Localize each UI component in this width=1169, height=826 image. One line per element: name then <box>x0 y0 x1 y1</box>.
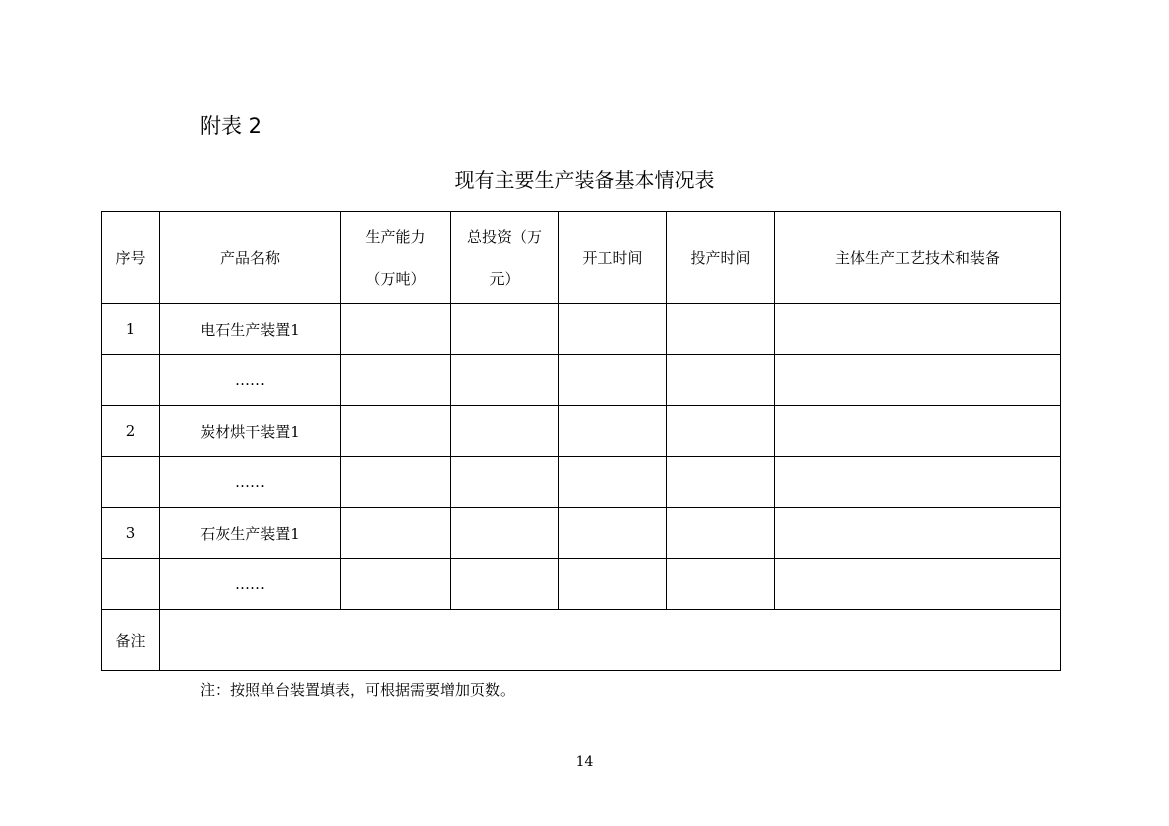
row-serial: 3 <box>102 508 160 559</box>
cell-capacity <box>341 406 451 457</box>
appendix-label: 附表 2 <box>200 114 263 138</box>
header-start-time: 开工时间 <box>559 212 667 304</box>
row-name: 石灰生产装置1 <box>160 508 341 559</box>
cell-process <box>775 508 1061 559</box>
table-row <box>102 406 1061 457</box>
header-investment-line2: 元） <box>489 269 520 288</box>
cell-investment <box>451 355 559 406</box>
footnote: 注：按照单台装置填表，可根据需要增加页数。 <box>200 681 516 699</box>
table-row <box>102 355 1061 406</box>
cell-operation-time <box>667 304 775 355</box>
header-process: 主体生产工艺技术和装备 <box>775 212 1061 304</box>
row-serial: 1 <box>102 304 160 355</box>
row-serial <box>102 355 160 406</box>
cell-investment <box>451 304 559 355</box>
remark-row <box>102 610 1061 671</box>
header-serial: 序号 <box>102 212 160 304</box>
remark-label: 备注 <box>102 610 160 671</box>
cell-investment <box>451 406 559 457</box>
cell-operation-time <box>667 508 775 559</box>
header-product-name: 产品名称 <box>160 212 341 304</box>
table-title: 现有主要生产装备基本情况表 <box>454 168 715 192</box>
row-serial: 2 <box>102 406 160 457</box>
cell-process <box>775 406 1061 457</box>
cell-process <box>775 559 1061 610</box>
table-row <box>102 457 1061 508</box>
cell-investment <box>451 457 559 508</box>
row-name: …… <box>160 559 341 610</box>
cell-start-time <box>559 355 667 406</box>
cell-capacity <box>341 457 451 508</box>
header-investment <box>451 212 559 304</box>
cell-capacity <box>341 355 451 406</box>
table-row <box>102 559 1061 610</box>
table-row <box>102 508 1061 559</box>
header-capacity <box>341 212 451 304</box>
cell-start-time <box>559 304 667 355</box>
row-name: …… <box>160 355 341 406</box>
row-name: …… <box>160 457 341 508</box>
cell-start-time <box>559 508 667 559</box>
cell-operation-time <box>667 457 775 508</box>
row-serial <box>102 559 160 610</box>
cell-capacity <box>341 559 451 610</box>
header-row <box>102 212 1061 304</box>
remark-cell <box>160 610 1061 671</box>
table-row <box>102 304 1061 355</box>
header-capacity-line2: （万吨） <box>365 269 426 288</box>
equipment-table <box>101 211 1061 671</box>
row-name: 电石生产装置1 <box>160 304 341 355</box>
header-investment-line1: 总投资（万 <box>466 227 542 246</box>
cell-investment <box>451 508 559 559</box>
cell-investment <box>451 559 559 610</box>
cell-start-time <box>559 457 667 508</box>
cell-operation-time <box>667 355 775 406</box>
row-name: 炭材烘干装置1 <box>160 406 341 457</box>
cell-operation-time <box>667 406 775 457</box>
cell-process <box>775 304 1061 355</box>
cell-operation-time <box>667 559 775 610</box>
cell-process <box>775 457 1061 508</box>
page-number: 14 <box>575 754 594 770</box>
cell-process <box>775 355 1061 406</box>
header-operation-time: 投产时间 <box>667 212 775 304</box>
cell-capacity <box>341 304 451 355</box>
row-serial <box>102 457 160 508</box>
cell-capacity <box>341 508 451 559</box>
cell-start-time <box>559 559 667 610</box>
cell-start-time <box>559 406 667 457</box>
header-capacity-line1: 生产能力 <box>365 227 426 246</box>
